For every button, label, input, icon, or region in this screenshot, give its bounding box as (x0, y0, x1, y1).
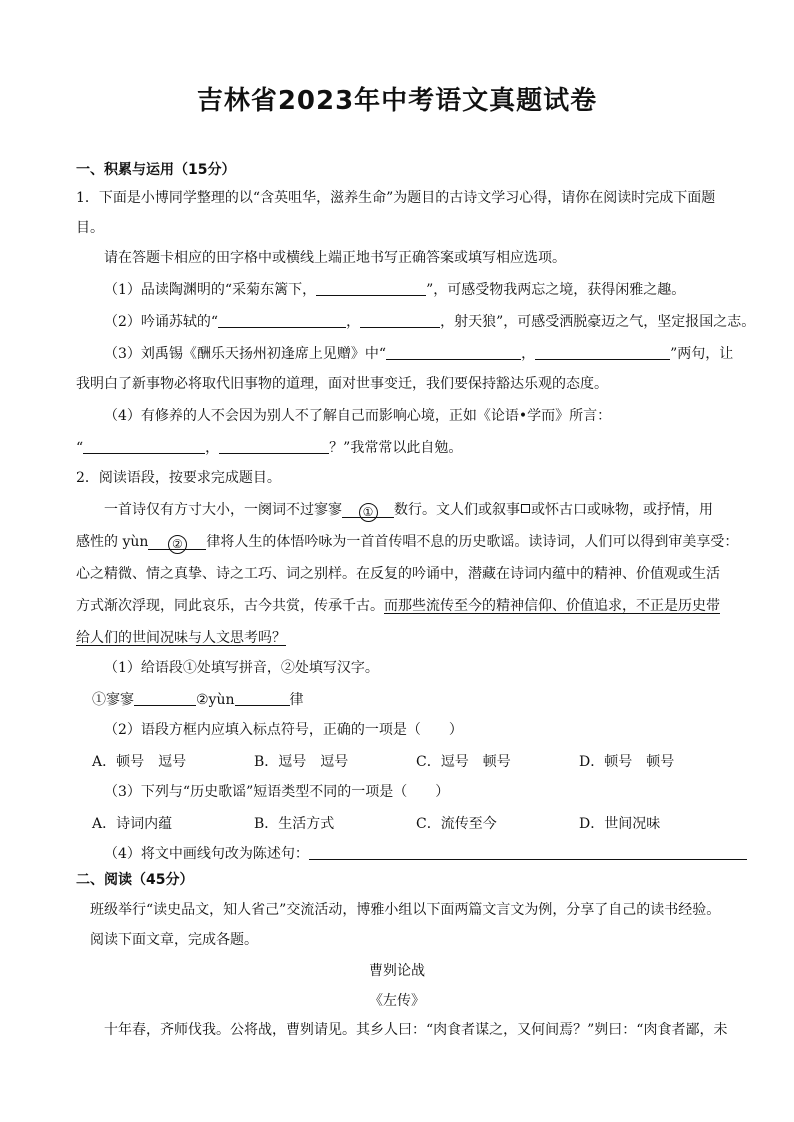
page-title: 吉林省2023年中考语文真题试卷 (196, 86, 598, 116)
answer-blank[interactable] (218, 312, 346, 328)
q1-part3 (104, 344, 733, 364)
q2-sub4 (104, 844, 747, 864)
answer-blank[interactable] (219, 438, 329, 454)
q1-part4-text-end: ？”我常常以此自勉。 (329, 440, 463, 456)
circle-marker-2: ② (168, 535, 187, 554)
q2-sub2: （2）语段方框内应填入标点符号，正确的一项是（ ） (104, 722, 463, 738)
option-b[interactable]: B．逗号 逗号 (254, 754, 349, 770)
q1-part1-text: （1）品读陶渊明的“采菊东篱下， (104, 282, 317, 298)
answer-blank[interactable] (148, 534, 206, 550)
q2-sub1-answer (92, 690, 304, 710)
q1-part4: （4）有修养的人不会因为别人不了解自己而影响心境，正如《论语•学而》所言： (104, 408, 612, 424)
q2-para-text: 方式渐次浮现，同此哀乐，古今共赏，传承千古。 (76, 598, 384, 614)
q2-sub3: （3）下列与“历史歌谣”短语类型不同的一项是（ ） (104, 784, 450, 800)
q1-part3-text-end: ”两句，让 (670, 346, 734, 362)
answer-blank[interactable] (386, 344, 521, 360)
section2-instruction: 阅读下面文章，完成各题。 (90, 932, 258, 948)
q1-part2 (104, 312, 755, 332)
option-a[interactable]: A．诗词内蕴 (92, 816, 173, 832)
punctuation-box (521, 504, 530, 513)
q2-para-text: 或怀古口或咏物，或抒情，用 (531, 502, 713, 518)
underlined-sentence: 而那些流传至今的精神信仰、价值追求，不正是历史带 (384, 598, 720, 614)
section1-heading: 一、积累与运用（15分） (76, 162, 236, 178)
answer-blank[interactable] (360, 312, 440, 328)
article-title: 曹刿论战 (369, 963, 425, 979)
q1-part1 (104, 280, 685, 300)
q2-intro: 2．阅读语段，按要求完成题目。 (76, 470, 281, 486)
q2-sub1-label-3: 律 (289, 692, 304, 708)
q1-part3-comma: ， (521, 346, 536, 362)
option-c[interactable]: C．逗号 顿号 (416, 754, 511, 770)
q2-para-line1 (104, 500, 713, 520)
q2-sub4-text: （4）将文中画线句改为陈述句： (104, 846, 309, 862)
q2-para-text: 感性的 yùn (76, 534, 149, 550)
q2-para-text: 一首诗仅有方寸大小，一阕词不过寥寥 (104, 502, 342, 518)
q1-part3-cont: 我明白了新事物必将取代旧事物的道理，面对世事变迁，我们要保持豁达乐观的态度。 (76, 376, 608, 392)
q1-part3-text: （3）刘禹锡《酬乐天扬州初逢席上见赠》中“ (104, 346, 387, 362)
answer-blank[interactable] (535, 344, 670, 360)
option-b[interactable]: B．生活方式 (254, 816, 335, 832)
q2-para-line2 (76, 532, 738, 552)
q2-para-line4 (76, 596, 720, 616)
answer-blank[interactable] (235, 690, 290, 706)
q2-para-line3: 心之精微、情之真挚、诗之工巧、词之别样。在反复的吟诵中，潜藏在诗词内蕴中的精神、价值观或生活 (76, 566, 720, 582)
article-source: 《左传》 (369, 993, 425, 1009)
q2-sub1-label-2: ②yùn (196, 692, 235, 708)
circle-marker-1: ① (359, 503, 378, 522)
q1-part4-quote: “ (76, 440, 84, 456)
q2-para-text: 律将人生的体悟吟咏为一首首传唱不息的历史歌谣。读诗词，人们可以得到审美享受： (206, 534, 739, 550)
answer-blank[interactable] (342, 502, 394, 518)
q1-part4-cont (76, 438, 462, 458)
option-a[interactable]: A．顿号 逗号 (92, 754, 187, 770)
q2-sub1: （1）给语段①处填写拼音，②处填写汉字。 (104, 660, 379, 676)
section2-intro: 班级举行“读史品文，知人省己”交流活动，博雅小组以下面两篇文言文为例，分享了自己的读书经验。 (90, 902, 721, 918)
q1-intro-cont: 目。 (76, 220, 104, 236)
q2-para-text: 数行。文人们或叙事 (394, 502, 520, 518)
option-d[interactable]: D．世间况味 (579, 816, 661, 832)
q2-sub1-label-1: ①寥寥 (92, 692, 134, 708)
q1-intro: 1．下面是小博同学整理的以“含英咀华，滋养生命”为题目的古诗文学习心得，请你在阅读时完成下面题 (76, 190, 716, 206)
option-d[interactable]: D．顿号 顿号 (579, 754, 675, 770)
q1-part2-comma: ， (346, 314, 361, 330)
answer-blank[interactable] (316, 280, 426, 296)
q1-part1-text-end: ”，可感受物我两忘之境，获得闲雅之趣。 (426, 282, 686, 298)
q1-part2-text-end: ，射天狼”，可感受洒脱豪迈之气，坚定报国之志。 (440, 314, 756, 330)
underlined-sentence-cont: 给人们的世间况味与人文思考吗？ (76, 630, 286, 646)
q1-part2-text: （2）吟诵苏轼的“ (104, 314, 219, 330)
q1-instruction: 请在答题卡相应的田字格中或横线上端正地书写正确答案或填写相应选项。 (104, 250, 566, 266)
article-line1: 十年春，齐师伐我。公将战，曹刿请见。其乡人曰：“肉食者谋之，又何间焉？”刿曰：“肉食者鄙，未 (104, 1022, 728, 1038)
answer-blank[interactable] (83, 438, 205, 454)
q1-part4-comma: ， (205, 440, 220, 456)
answer-blank[interactable] (134, 690, 196, 706)
option-c[interactable]: C．流传至今 (416, 816, 497, 832)
answer-blank[interactable] (309, 844, 747, 860)
section2-heading: 二、阅读（45分） (76, 872, 194, 888)
